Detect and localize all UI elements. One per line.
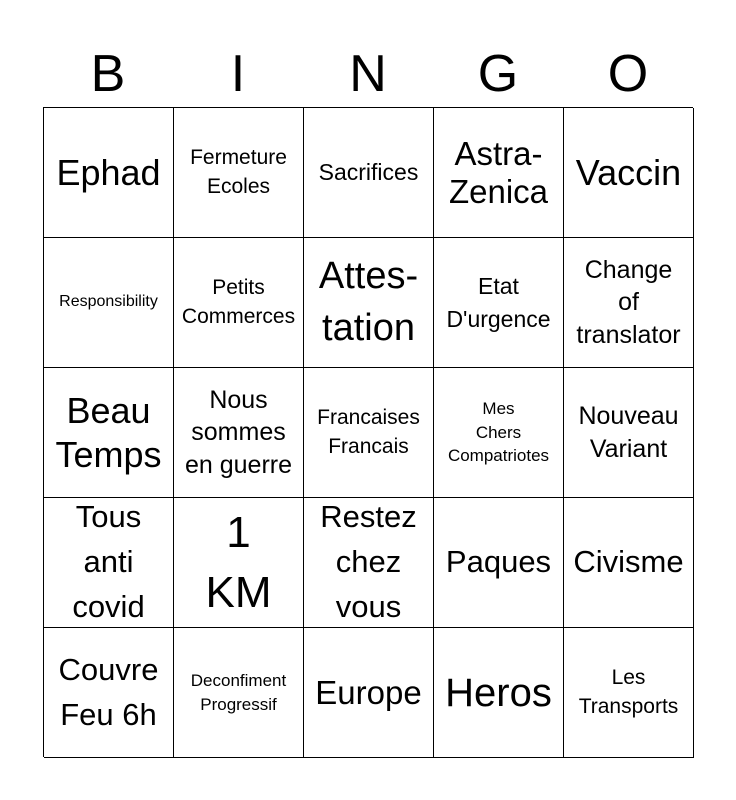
bingo-cell[interactable] xyxy=(174,628,304,758)
bingo-cell[interactable] xyxy=(44,368,174,498)
bingo-cell[interactable] xyxy=(174,498,304,628)
header-letter-g: G xyxy=(477,45,519,103)
bingo-cell[interactable] xyxy=(304,238,434,368)
bingo-cell[interactable] xyxy=(564,628,694,758)
cell-text: Astra- Zenica xyxy=(448,134,549,210)
bingo-cell[interactable] xyxy=(44,498,174,628)
bingo-cell[interactable] xyxy=(44,628,174,758)
bingo-cell[interactable] xyxy=(564,368,694,498)
bingo-cell[interactable] xyxy=(564,108,694,238)
cell-text: Ephad xyxy=(56,151,161,193)
header-letter-o: O xyxy=(607,45,649,103)
cell-text: Petits Commerces xyxy=(181,275,296,328)
bingo-cell[interactable] xyxy=(304,368,434,498)
bingo-cell[interactable] xyxy=(434,238,564,368)
cell-text: Etat D'urgence xyxy=(446,273,551,332)
cell-text: Responsibility xyxy=(59,293,158,311)
bingo-cell[interactable] xyxy=(304,108,434,238)
bingo-cell[interactable] xyxy=(564,498,694,628)
bingo-cell[interactable] xyxy=(434,368,564,498)
bingo-cell[interactable] xyxy=(434,108,564,238)
cell-text: Change of translator xyxy=(576,255,681,349)
bingo-header xyxy=(43,40,693,108)
cell-text: Mes Chers Compatriotes xyxy=(447,398,550,466)
cell-text: Francaises Francais xyxy=(317,405,420,458)
cell-text: Restez chez vous xyxy=(320,499,417,624)
bingo-cell[interactable] xyxy=(304,498,434,628)
cell-text: Paques xyxy=(445,544,552,580)
cell-text: Attes- tation xyxy=(318,255,419,349)
cell-text: Deconfiment Progressif xyxy=(190,670,287,714)
cell-text: Heros xyxy=(445,670,552,715)
bingo-cell[interactable] xyxy=(304,628,434,758)
bingo-cell[interactable] xyxy=(44,108,174,238)
cell-text: Couvre Feu 6h xyxy=(58,651,159,732)
bingo-cell[interactable] xyxy=(174,238,304,368)
cell-text: Nous sommes en guerre xyxy=(184,385,293,479)
bingo-board xyxy=(43,107,693,757)
header-letter-i: I xyxy=(230,45,246,103)
cell-text: Nouveau Variant xyxy=(578,402,679,463)
cell-text: Beau Temps xyxy=(55,390,162,475)
bingo-cell[interactable] xyxy=(434,628,564,758)
cell-text: Europe xyxy=(315,673,422,711)
cell-text: Vaccin xyxy=(575,151,682,193)
cell-text: Tous anti covid xyxy=(72,499,145,624)
cell-text: Sacrifices xyxy=(318,159,419,186)
header-letter-b: B xyxy=(90,45,126,103)
bingo-cell[interactable] xyxy=(564,238,694,368)
bingo-cell[interactable] xyxy=(174,108,304,238)
cell-text: Les Transports xyxy=(578,665,679,718)
header-letter-n: N xyxy=(349,45,387,103)
cell-text: Fermeture Ecoles xyxy=(190,145,287,198)
bingo-cell[interactable] xyxy=(174,368,304,498)
bingo-cell[interactable] xyxy=(44,238,174,368)
cell-text: 1 KM xyxy=(205,508,272,617)
bingo-cell[interactable] xyxy=(434,498,564,628)
cell-text: Civisme xyxy=(573,544,684,580)
